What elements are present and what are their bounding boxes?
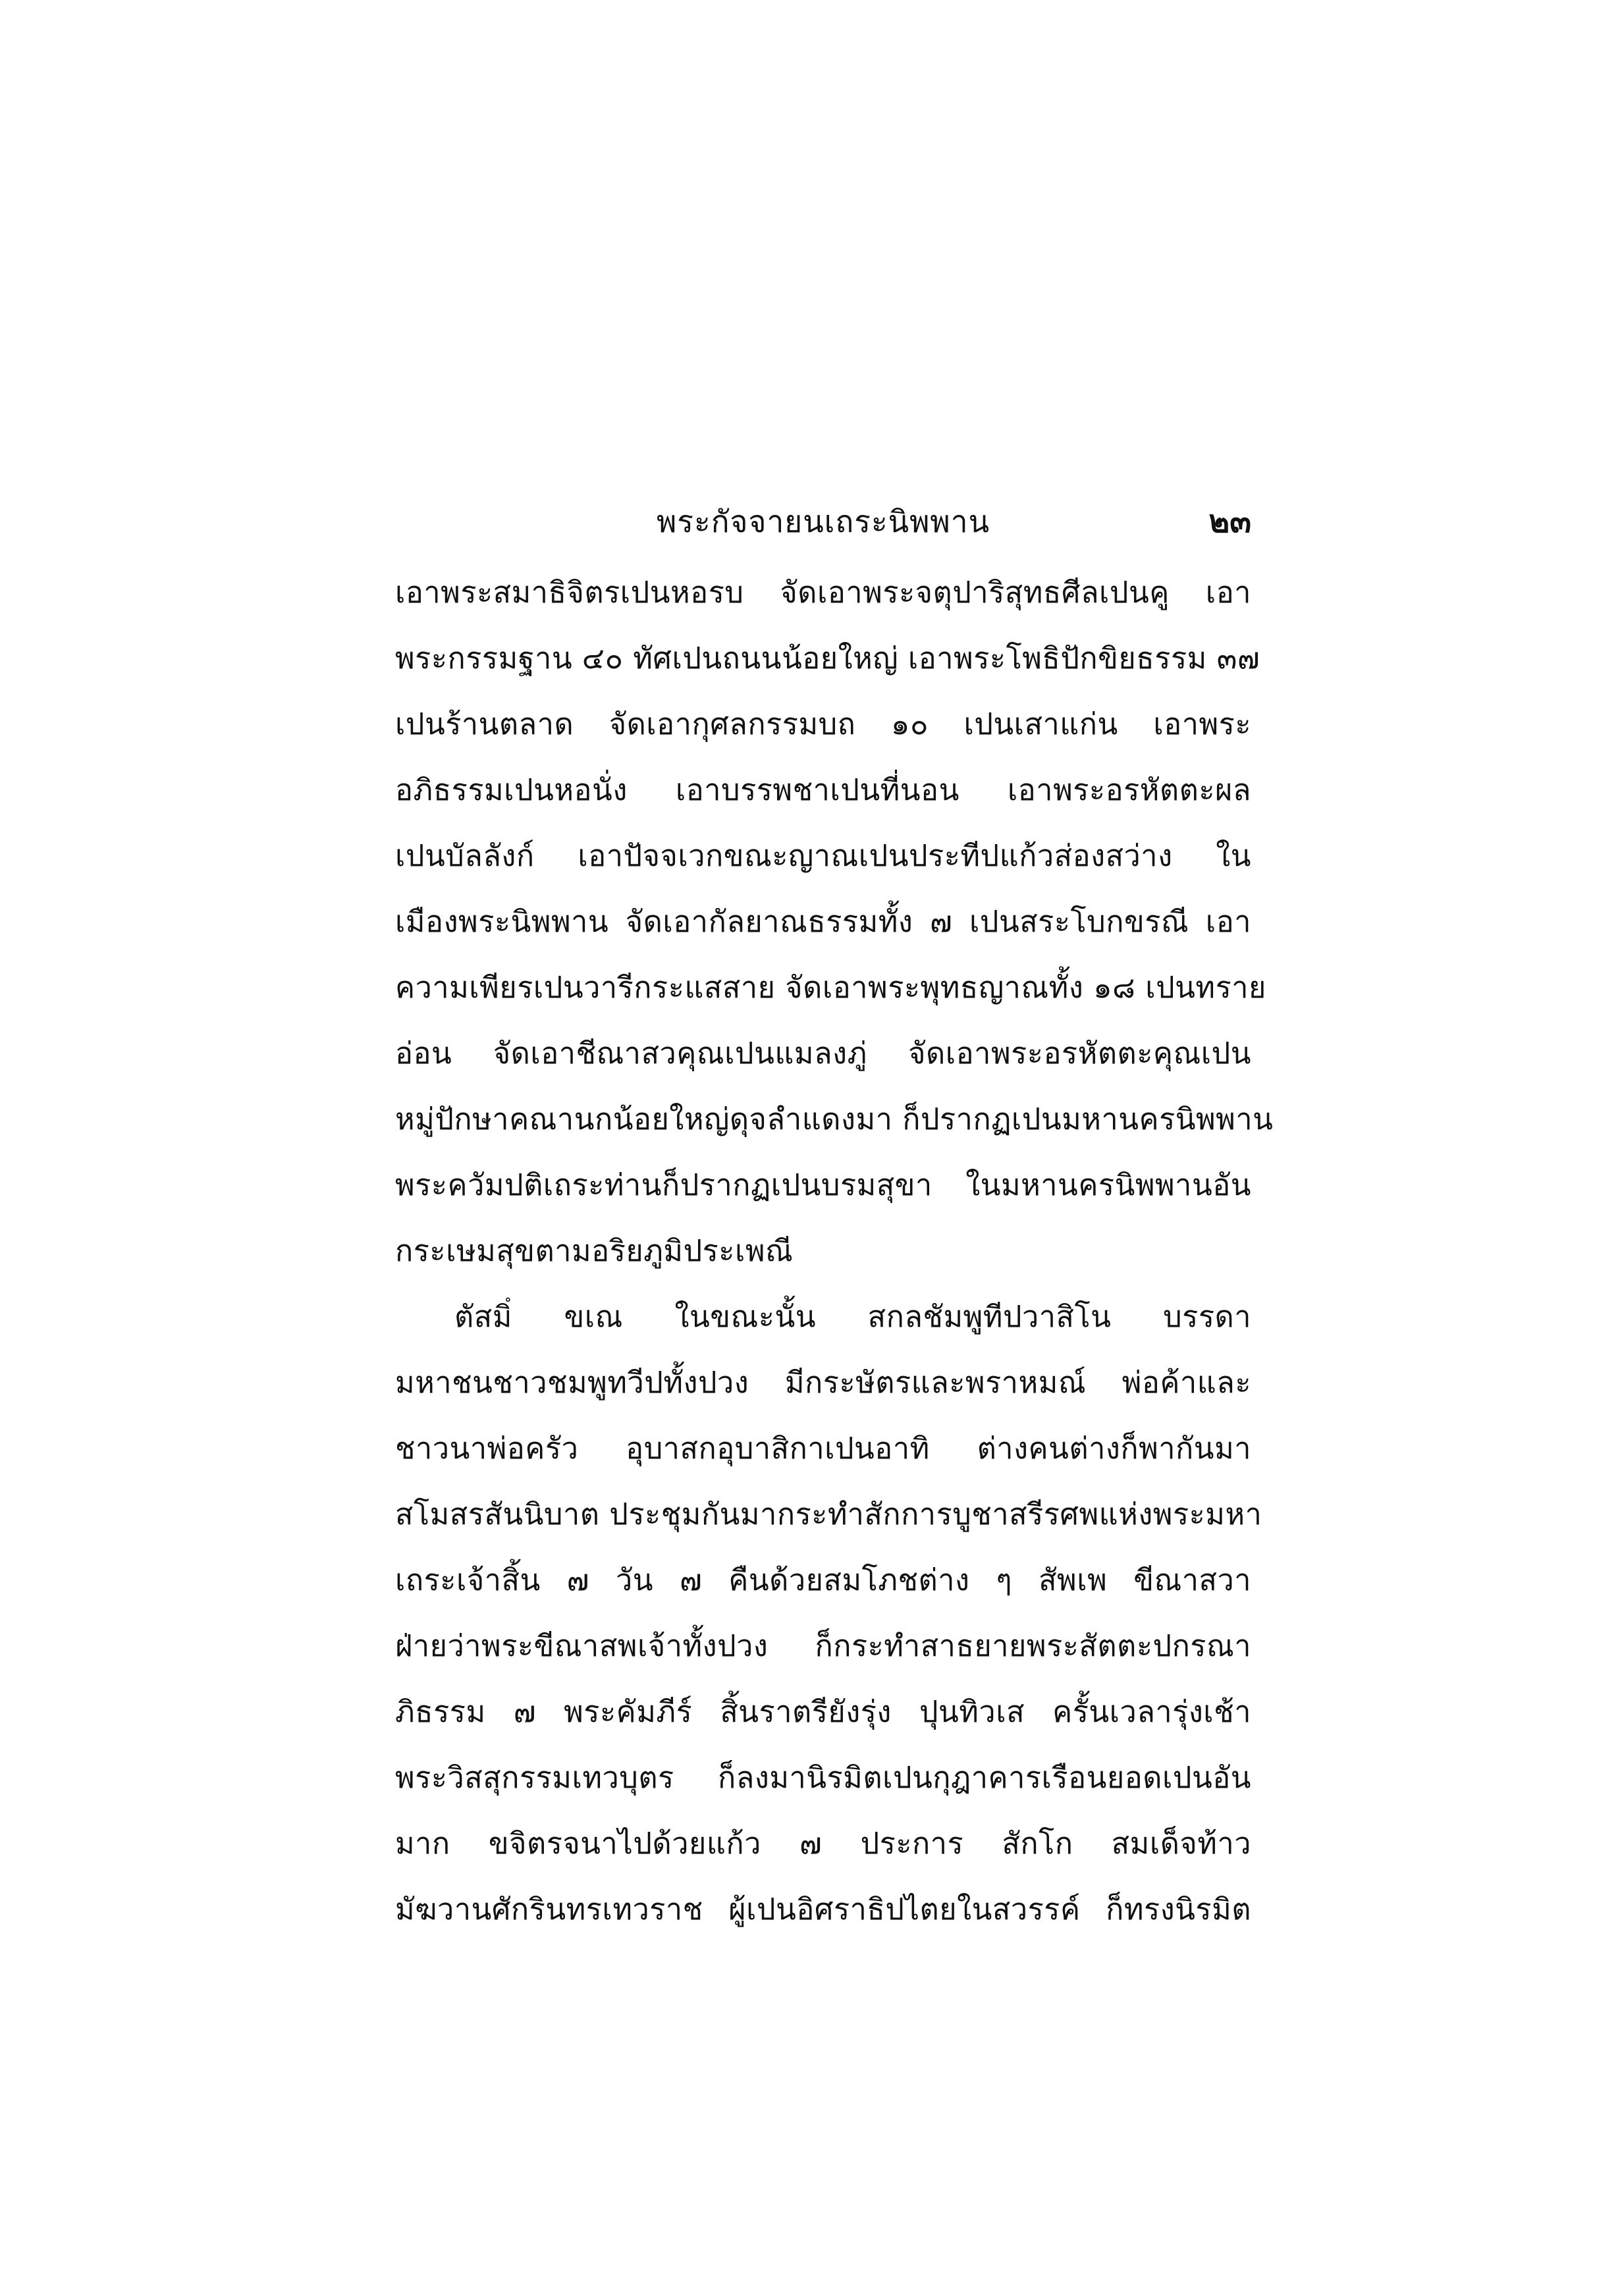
text-line: เปนร้านตลาด จัดเอากุศลกรรมบถ ๑๐ เปนเสาแก่น เอาพระ [395,707,1251,741]
text-line: หมู่ปักษาคณานกน้อยใหญ่ดุจลำแดงมา ก็ปรากฏเปนมหานครนิพพาน [395,1102,1274,1136]
text-line: มัฆวานศักรินทรเทวราช ผู้เปนอิศราธิปไตยในสวรรค์ ก็ทรงนิรมิต [395,1892,1251,1927]
body-text [395,560,1274,1942]
text-line: เมืองพระนิพพาน จัดเอากัลยาณธรรมทั้ง ๗ เปนสระโบกขรณี เอา [395,904,1251,939]
text-line: อ่อน จัดเอาชีณาสวคุณเปนแมลงภู่ จัดเอาพระอรหัตตะคุณเปน [395,1036,1251,1071]
text-line: พระควัมปติเถระท่านก็ปรากฏเปนบรมสุขา ในมหานครนิพพานอัน [395,1167,1251,1202]
text-line: อภิธรรมเปนหอนั่ง เอาบรรพชาเปนที่นอน เอาพระอรหัตตะผล [395,772,1251,807]
text-line: พระวิสสุกรรมเทวบุตร ก็ลงมานิรมิตเปนกุฎาคารเรือนยอดเปนอัน [395,1760,1251,1795]
text-line: มาก ขจิตรจนาไปด้วยแก้ว ๗ ประการ สักโก สมเด็จท้าว [395,1826,1251,1861]
running-title: พระกัจจายนเถระนิพพาน [656,504,990,539]
page-number: ๒๓ [1208,503,1251,540]
text-line: เปนบัลลังก์ เอาปัจจเวกขณะญาณเปนประทีปแก้วส่องสว่าง ใน [395,838,1251,873]
text-line: ความเพียรเปนวารีกระแสสาย จัดเอาพระพุทธญาณทั้ง ๑๘ เปนทราย [395,970,1266,1005]
text-line: ภิธรรม ๗ พระคัมภีร์ สิ้นราตรียังรุ่ง ปุนทิวเส ครั้นเวลารุ่งเช้า [395,1694,1251,1729]
text-line: สโมสรสันนิบาต ประชุมกันมากระทำสักการบูชาสรีรศพแห่งพระมหา [395,1497,1262,1532]
paragraph-end-line: กระเษมสุขตามอริยภูมิประเพณี [395,1233,794,1268]
text-line: เถระเจ้าสิ้น ๗ วัน ๗ คืนด้วยสมโภชต่าง ๆ สัพเพ ขีณาสวา [395,1562,1251,1597]
text-line: พระกรรมฐาน ๔๐ ทัศเปนถนนน้อยใหญ่ เอาพระโพธิปักขิยธรรม ๓๗ [395,641,1260,676]
text-line: ชาวนาพ่อครัว อุบาสกอุบาสิกาเปนอาทิ ต่างคนต่างก็พากันมา [395,1431,1251,1466]
paragraph-start-line: ตัสมิํ ขเณ ในขณะนั้น สกลชัมพูทีปวาสิโน บรรดา [454,1299,1251,1334]
text-line: เอาพระสมาธิจิตรเปนหอรบ จัดเอาพระจตุปาริสุทธศีลเปนคู เอา [395,575,1251,610]
text-line: มหาชนชาวชมพูทวีปทั้งปวง มีกระษัตรและพราหมณ์ พ่อค้าและ [395,1365,1251,1400]
page-header [395,495,1251,548]
text-line: ฝ่ายว่าพระขีณาสพเจ้าทั้งปวง ก็กระทำสาธยายพระสัตตะปกรณา [395,1628,1251,1663]
